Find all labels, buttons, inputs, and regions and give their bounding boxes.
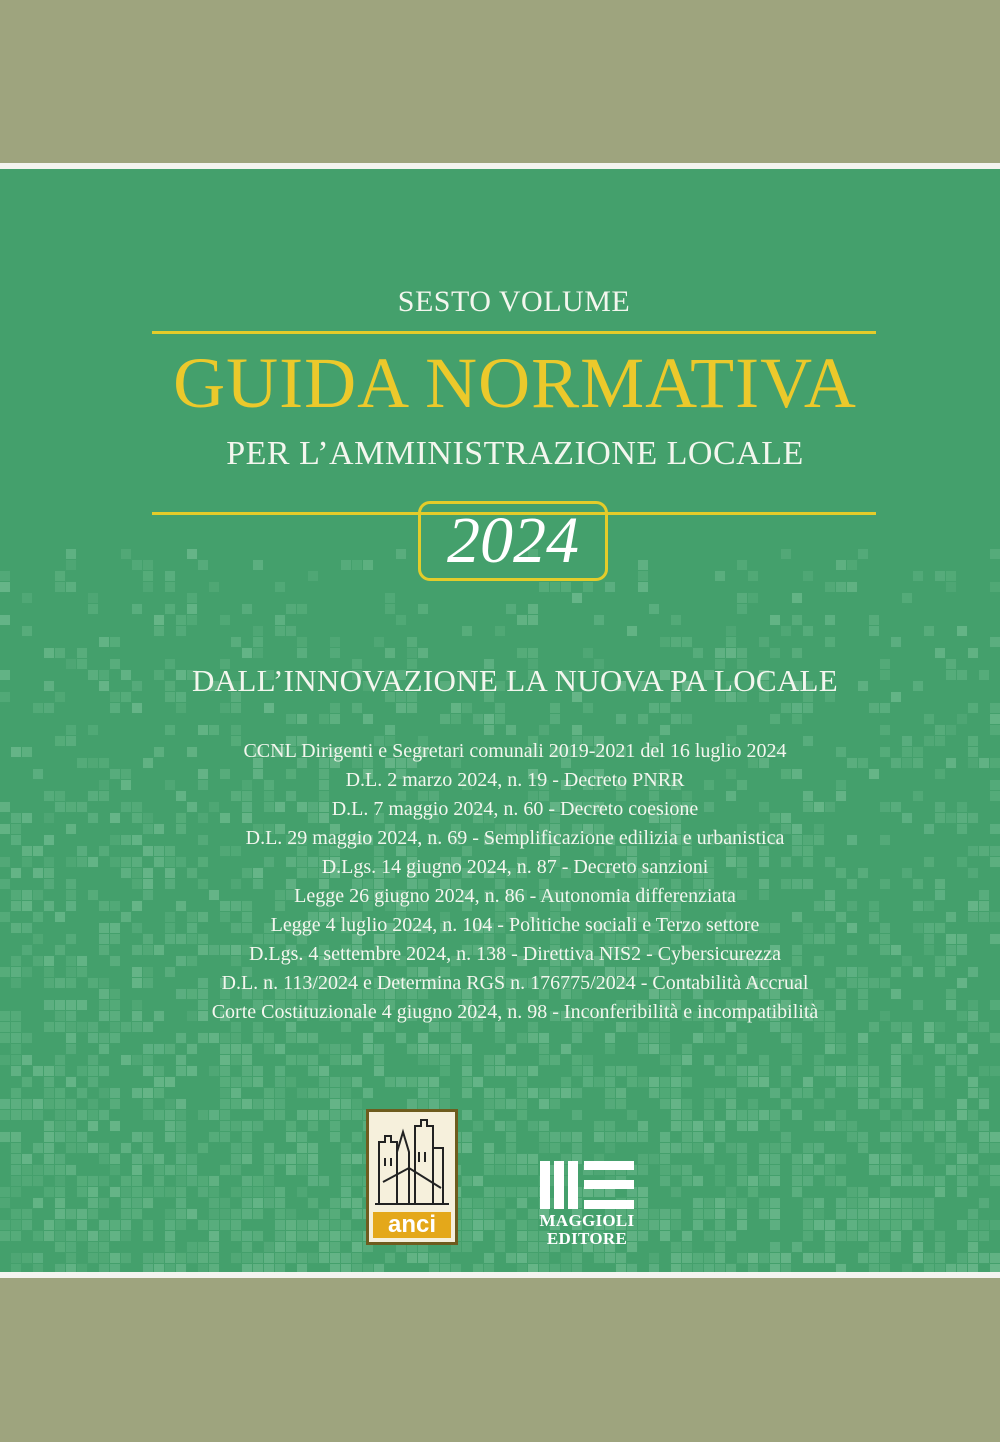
norm-item: D.L. 7 maggio 2024, n. 60 - Decreto coesione	[331, 798, 699, 820]
top-olive-band	[0, 0, 1000, 163]
publisher-line-1: MAGGIOLI	[539, 1211, 635, 1230]
norm-item: Corte Costituzionale 4 giugno 2024, n. 98 - Inconferibilità e incompatibilità	[211, 1001, 819, 1023]
bottom-olive-band	[0, 1279, 1000, 1442]
book-cover	[0, 169, 1000, 1272]
norm-item: D.L. 2 marzo 2024, n. 19 - Decreto PNRR	[345, 769, 685, 791]
book-subtitle: PER L’AMMINISTRAZIONE LOCALE	[226, 435, 804, 472]
norm-item: D.L. 29 maggio 2024, n. 69 - Semplificazione edilizia e urbanistica	[245, 827, 785, 849]
bottom-white-stripe	[0, 1272, 1000, 1278]
publisher-name	[520, 1212, 654, 1248]
anci-wordmark: anci	[373, 1212, 451, 1238]
norm-item: Legge 26 giugno 2024, n. 86 - Autonomia differenziata	[294, 885, 736, 907]
pixel-pattern-background	[0, 169, 1000, 1272]
norm-item: D.Lgs. 14 giugno 2024, n. 87 - Decreto sanzioni	[321, 856, 709, 878]
edition-year: 2024	[447, 504, 579, 577]
maggioli-logo-icon	[540, 1161, 634, 1209]
publisher-line-2: EDITORE	[546, 1229, 628, 1248]
year-box	[418, 501, 608, 581]
book-title: GUIDA NORMATIVA	[173, 343, 857, 423]
top-rule	[152, 331, 876, 334]
norm-item: CCNL Dirigenti e Segretari comunali 2019-2021 del 16 luglio 2024	[243, 740, 787, 762]
volume-label: SESTO VOLUME	[397, 285, 631, 318]
norm-item: D.Lgs. 4 settembre 2024, n. 138 - Direttiva NIS2 - Cybersicurezza	[248, 943, 782, 965]
norms-list	[100, 737, 930, 1027]
anci-logo	[366, 1109, 458, 1245]
norm-item: D.L. n. 113/2024 e Determina RGS n. 176775/2024 - Contabilità Accrual	[221, 972, 809, 994]
castle-towers-icon	[369, 1112, 455, 1212]
norm-item: Legge 4 luglio 2024, n. 104 - Politiche sociali e Terzo settore	[270, 914, 760, 936]
tagline: DALL’INNOVAZIONE LA NUOVA PA LOCALE	[191, 663, 839, 698]
